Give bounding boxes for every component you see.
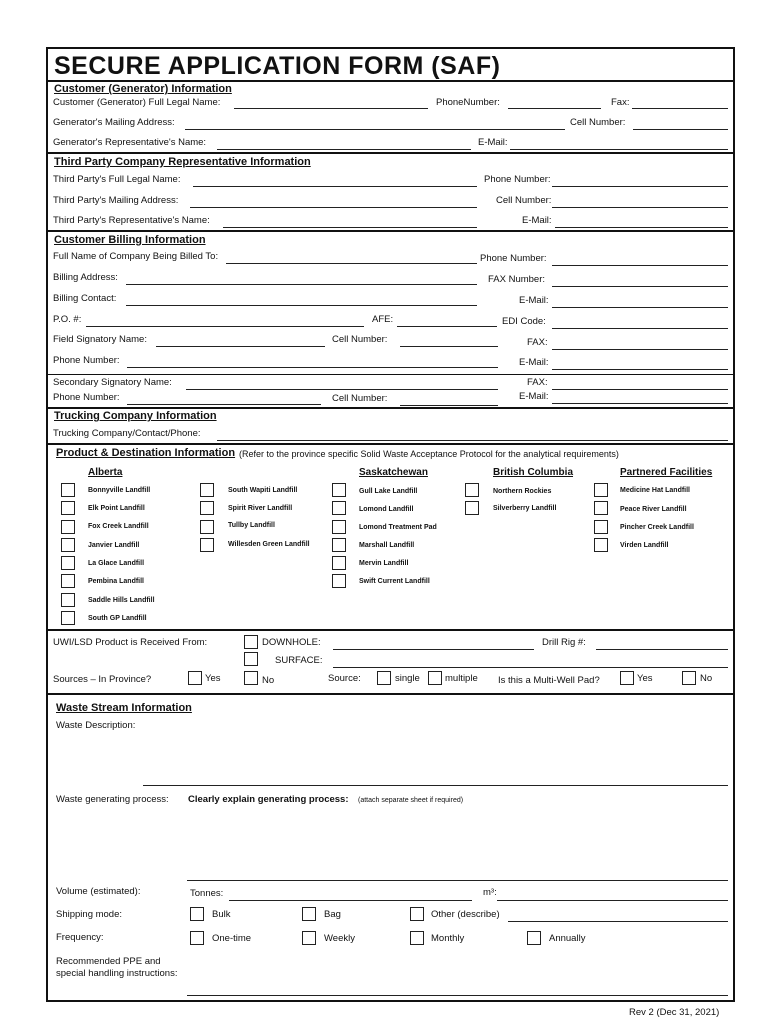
third-party-mailing-field[interactable] [190, 207, 477, 208]
customer-mailing-label: Generator's Mailing Address: [53, 117, 175, 128]
customer-fax-field[interactable] [632, 108, 728, 109]
monthly-checkbox[interactable] [410, 931, 424, 945]
billing-fax-number-field[interactable] [552, 286, 728, 287]
secondary-cell-field[interactable] [400, 405, 498, 406]
divider [47, 693, 734, 695]
billing-po-field[interactable] [86, 326, 364, 327]
ppe-label-line1: Recommended PPE and [56, 956, 161, 967]
source-multiple-label: multiple [445, 673, 478, 684]
medicine-hat-label: Medicine Hat Landfill [620, 487, 691, 494]
billing-heading: Customer Billing Information [54, 234, 206, 246]
trucking-contact-field[interactable] [217, 440, 728, 441]
bulk-label: Bulk [212, 909, 231, 920]
field-signatory-email-field[interactable] [552, 369, 728, 370]
shipping-mode-label: Shipping mode: [56, 909, 123, 920]
billing-billed-to-label: Full Name of Company Being Billed To: [53, 251, 219, 262]
field-signatory-fax-field[interactable] [552, 349, 728, 350]
lomond-treatment-pad-label: Lomond Treatment Pad [359, 524, 437, 531]
secondary-email-label: E-Mail: [519, 391, 549, 402]
partnered-heading: Partnered Facilities [620, 467, 713, 478]
other-checkbox[interactable] [410, 907, 424, 921]
third-party-email-field[interactable] [555, 227, 728, 228]
in-province-no-label: No [262, 675, 275, 686]
customer-fax-label: Fax: [611, 97, 630, 108]
received-from-label: UWI/LSD Product is Received From: [53, 637, 208, 648]
in-province-yes-checkbox[interactable] [188, 671, 202, 685]
source-single-label: single [395, 673, 420, 684]
billing-contact-label: Billing Contact: [53, 293, 117, 304]
customer-rep-field[interactable] [217, 149, 471, 150]
source-label: Source: [328, 673, 361, 684]
divider [47, 80, 734, 82]
downhole-checkbox[interactable] [244, 635, 258, 649]
multi-well-yes-label: Yes [637, 673, 653, 684]
multi-well-no-checkbox[interactable] [682, 671, 696, 685]
third-party-phone-field[interactable] [552, 186, 728, 187]
janvier-checkbox[interactable] [61, 538, 75, 552]
south-wapiti-checkbox[interactable] [200, 483, 214, 497]
bc-heading: British Columbia [493, 467, 574, 478]
mervin-label: Mervin Landfill [359, 560, 409, 567]
monthly-label: Monthly [431, 933, 465, 944]
volume-label: Volume (estimated): [56, 886, 141, 897]
field-signatory-phone-field[interactable] [127, 367, 498, 368]
silverberry-checkbox[interactable] [465, 501, 479, 515]
peace-river-label: Peace River Landfill [620, 506, 687, 513]
customer-heading: Customer (Generator) Information [54, 83, 232, 95]
pincher-creek-checkbox[interactable] [594, 520, 608, 534]
surface-label: SURFACE: [275, 655, 323, 666]
billing-address-label: Billing Address: [53, 272, 118, 283]
tullby-checkbox[interactable] [200, 520, 214, 534]
billing-edi-label: EDI Code: [502, 316, 546, 327]
billing-contact-field[interactable] [126, 305, 477, 306]
ppe-label-line2: special handling instructions: [56, 968, 178, 979]
saddle-hills-label: Saddle Hills Landfill [88, 597, 155, 604]
explain-label: Clearly explain generating process: [188, 794, 349, 805]
field-signatory-field[interactable] [156, 346, 325, 347]
saddle-hills-checkbox[interactable] [61, 593, 75, 607]
customer-rep-label: Generator's Representative's Name: [53, 137, 207, 148]
lomond-landfill-label: Lomond Landfill [359, 506, 414, 513]
downhole-label: DOWNHOLE: [262, 637, 321, 648]
lomond-treatment-pad-checkbox[interactable] [332, 520, 346, 534]
other-label: Other (describe) [431, 909, 500, 920]
pembina-label: Pembina Landfill [88, 578, 145, 585]
surface-field[interactable] [333, 667, 728, 668]
third-party-heading: Third Party Company Representative Information [54, 156, 311, 168]
customer-phone-field[interactable] [508, 108, 601, 109]
third-party-mailing-label: Third Party's Mailing Address: [53, 195, 179, 206]
billing-fax-number-label: FAX Number: [488, 274, 546, 285]
willesden-green-label: Willesden Green Landfill [228, 541, 310, 548]
spirit-river-checkbox[interactable] [200, 501, 214, 515]
customer-phone-label: PhoneNumber: [436, 97, 500, 108]
peace-river-checkbox[interactable] [594, 501, 608, 515]
lomond-landfill-checkbox[interactable] [332, 501, 346, 515]
one-time-checkbox[interactable] [190, 931, 204, 945]
waste-description-field[interactable] [143, 785, 728, 786]
virden-checkbox[interactable] [594, 538, 608, 552]
waste-heading: Waste Stream Information [56, 702, 192, 714]
customer-mailing-field[interactable] [185, 129, 565, 130]
ppe-field[interactable] [187, 995, 728, 996]
billing-afe-label: AFE: [372, 314, 394, 325]
field-signatory-phone-label: Phone Number: [53, 355, 120, 366]
billing-edi-field[interactable] [552, 328, 728, 329]
gull-lake-checkbox[interactable] [332, 483, 346, 497]
frequency-label: Frequency: [56, 932, 104, 943]
secondary-fax-label: FAX: [527, 377, 548, 388]
customer-cell-label: Cell Number: [570, 117, 626, 128]
la-glace-label: La Glace Landfill [88, 560, 145, 567]
in-province-label: Sources – In Province? [53, 674, 152, 685]
customer-email-label: E-Mail: [478, 137, 508, 148]
surface-checkbox[interactable] [244, 652, 258, 666]
one-time-label: One-time [212, 933, 252, 944]
generating-process-label: Waste generating process: [56, 794, 169, 805]
billing-phone-field[interactable] [552, 265, 728, 266]
drill-rig-label: Drill Rig #: [542, 637, 586, 648]
field-signatory-email-label: E-Mail: [519, 357, 549, 368]
bag-checkbox[interactable] [302, 907, 316, 921]
weekly-label: Weekly [324, 933, 355, 944]
billing-afe-field[interactable] [397, 326, 497, 327]
multi-well-label: Is this a Multi-Well Pad? [498, 675, 600, 686]
billing-phone-label: Phone Number: [480, 253, 547, 264]
fox-creek-label: Fox Creek Landfill [88, 523, 149, 530]
secondary-phone-field[interactable] [127, 404, 321, 405]
in-province-yes-label: Yes [205, 673, 221, 684]
third-party-rep-label: Third Party's Representative's Name: [53, 215, 210, 226]
bonnyville-label: Bonnyville Landfill [88, 487, 151, 494]
pincher-creek-label: Pincher Creek Landfill [620, 524, 694, 531]
downhole-field[interactable] [333, 649, 534, 650]
northern-rockies-label: Northern Rockies [493, 488, 552, 495]
divider [47, 629, 734, 631]
fox-creek-checkbox[interactable] [61, 520, 75, 534]
saskatchewan-heading: Saskatchewan [359, 467, 428, 478]
alberta-heading: Alberta [88, 467, 123, 478]
divider [47, 407, 734, 409]
third-party-cell-field[interactable] [552, 207, 728, 208]
tullby-label: Tullby Landfill [228, 522, 275, 529]
field-signatory-fax-label: FAX: [527, 337, 548, 348]
form-title: SECURE APPLICATION FORM (SAF) [54, 52, 501, 80]
divider [47, 152, 734, 154]
elk-point-checkbox[interactable] [61, 501, 75, 515]
secondary-phone-label: Phone Number: [53, 392, 120, 403]
divider [47, 230, 734, 232]
secondary-signatory-field[interactable] [186, 389, 498, 390]
pembina-checkbox[interactable] [61, 574, 75, 588]
divider [47, 374, 734, 375]
virden-label: Virden Landfill [620, 542, 669, 549]
billing-email-label: E-Mail: [519, 295, 549, 306]
field-signatory-cell-field[interactable] [400, 346, 498, 347]
swift-current-checkbox[interactable] [332, 574, 346, 588]
marshall-checkbox[interactable] [332, 538, 346, 552]
tonnes-label: Tonnes: [190, 888, 224, 899]
gull-lake-label: Gull Lake Landfill [359, 488, 418, 495]
third-party-email-label: E-Mail: [522, 215, 552, 226]
field-signatory-cell-label: Cell Number: [332, 334, 388, 345]
generating-process-field[interactable] [187, 880, 728, 881]
medicine-hat-checkbox[interactable] [594, 483, 608, 497]
secondary-signatory-label: Secondary Signatory Name: [53, 377, 172, 388]
customer-legal-name-field[interactable] [234, 108, 428, 109]
bulk-checkbox[interactable] [190, 907, 204, 921]
annually-label: Annually [549, 933, 586, 944]
south-gp-checkbox[interactable] [61, 611, 75, 625]
other-describe-field[interactable] [508, 921, 728, 922]
product-note: (Refer to the province specific Solid Waste Acceptance Protocol for the analytical requirements) [239, 449, 619, 459]
in-province-no-checkbox[interactable] [244, 671, 258, 685]
weekly-checkbox[interactable] [302, 931, 316, 945]
south-gp-label: South GP Landfill [88, 615, 147, 622]
elk-point-label: Elk Point Landfill [88, 505, 145, 512]
silverberry-label: Silverberry Landfill [493, 505, 557, 512]
third-party-rep-field[interactable] [223, 227, 477, 228]
bag-label: Bag [324, 909, 341, 920]
third-party-phone-label: Phone Number: [484, 174, 551, 185]
explain-note: (attach separate sheet if required) [358, 797, 464, 804]
trucking-heading: Trucking Company Information [54, 410, 217, 422]
multi-well-no-label: No [700, 673, 713, 684]
source-multiple-checkbox[interactable] [428, 671, 442, 685]
third-party-cell-label: Cell Number: [496, 195, 552, 206]
northern-rockies-checkbox[interactable] [465, 483, 479, 497]
customer-email-field[interactable] [510, 149, 728, 150]
secondary-email-field[interactable] [552, 403, 728, 404]
mervin-checkbox[interactable] [332, 556, 346, 570]
willesden-green-checkbox[interactable] [200, 538, 214, 552]
customer-legal-name-label: Customer (Generator) Full Legal Name: [53, 97, 221, 108]
waste-description-label: Waste Description: [56, 720, 136, 731]
trucking-contact-label: Trucking Company/Contact/Phone: [53, 428, 201, 439]
billing-billed-to-field[interactable] [226, 263, 477, 264]
janvier-label: Janvier Landfill [88, 542, 140, 549]
divider [47, 443, 734, 445]
customer-cell-field[interactable] [633, 129, 728, 130]
secondary-fax-field[interactable] [552, 389, 728, 390]
m3-field[interactable] [497, 900, 728, 901]
field-signatory-label: Field Signatory Name: [53, 334, 147, 345]
product-heading: Product & Destination Information [56, 447, 236, 459]
south-wapiti-label: South Wapiti Landfill [228, 487, 298, 494]
drill-rig-field[interactable] [596, 649, 728, 650]
tonnes-field[interactable] [229, 900, 472, 901]
billing-address-field[interactable] [126, 284, 477, 285]
swift-current-label: Swift Current Landfill [359, 578, 430, 585]
revision-footer: Rev 2 (Dec 31, 2021) [629, 1007, 720, 1018]
multi-well-yes-checkbox[interactable] [620, 671, 634, 685]
billing-email-field[interactable] [552, 307, 728, 308]
marshall-label: Marshall Landfill [359, 542, 415, 549]
annually-checkbox[interactable] [527, 931, 541, 945]
bonnyville-checkbox[interactable] [61, 483, 75, 497]
secondary-cell-label: Cell Number: [332, 393, 388, 404]
m3-label: m³: [483, 887, 497, 898]
spirit-river-label: Spirit River Landfill [228, 505, 293, 512]
billing-po-label: P.O. #: [53, 314, 82, 325]
third-party-legal-name-label: Third Party's Full Legal Name: [53, 174, 181, 185]
source-single-checkbox[interactable] [377, 671, 391, 685]
third-party-legal-name-field[interactable] [193, 186, 477, 187]
la-glace-checkbox[interactable] [61, 556, 75, 570]
